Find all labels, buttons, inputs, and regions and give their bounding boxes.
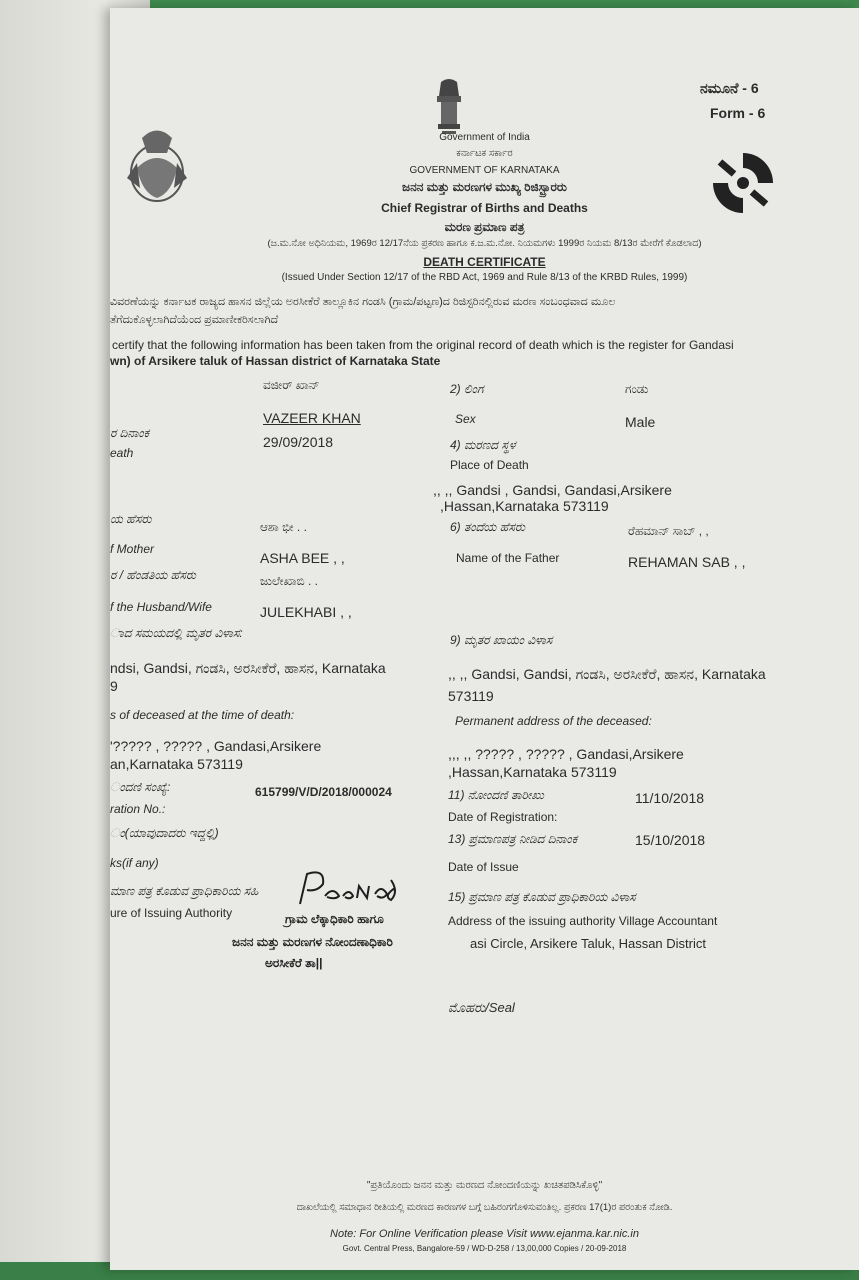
date-of-death-label-english: eath (110, 446, 134, 460)
father-name-english: REHAMAN SAB , , (628, 554, 746, 570)
mother-label-kannada: ಯ ಹೆಸರು (110, 512, 152, 526)
form-number-english: Form - 6 (710, 105, 766, 121)
authority-address-line-2: asi Circle, Arsikere Taluk, Hassan District (470, 936, 706, 951)
sex-label-kannada: 2) ಲಿಂಗ (450, 382, 484, 396)
sex-label-english: Sex (455, 412, 476, 426)
registration-number-label-english: ration No.: (110, 802, 166, 816)
permanent-address-label-kannada: 9) ಮೃತರ ಖಾಯಂ ವಿಳಾಸ (450, 633, 553, 647)
issue-date-label-english: Date of Issue (448, 860, 519, 874)
stamp-line-1: ಗ್ರಾಮ ಲೆಕ್ಕಾಧಿಕಾರಿ ಹಾಗೂ (285, 912, 384, 926)
address-at-death-line-4: an,Karnataka 573119 (110, 756, 243, 772)
mother-label-english: f Mother (110, 542, 155, 556)
place-of-death-label-english: Place of Death (450, 458, 529, 472)
spouse-label-kannada: ರ / ಹೆಂಡತಿಯ ಹೆಸರು (110, 568, 196, 582)
signature-label-kannada: ಮಾಣ ಪತ್ರ ಕೊಡುವ ಪ್ರಾಧಿಕಾರಿಯ ಸಹಿ (110, 884, 259, 898)
certificate-kannada-title: ಮರಣ ಪ್ರಮಾಣ ಪತ್ರ (444, 220, 525, 234)
permanent-address-line-1: ,, ,, Gandsi, Gandsi, ಗಂಡಸಿ, ಅರಸೀಕೆರೆ, ಹಾಸನ, Karnataka (448, 666, 766, 682)
date-of-death-label-kannada: ರ ದಿನಾಂಕ (110, 426, 150, 440)
footer-note-kannada: ದಾಖಲೆಯಲ್ಲಿ ಸಮಾಧಾನ ರೀತಿಯಲ್ಲಿ ಮರಣದ ಕಾರಣಗಳ ಬಗ್ಗೆ ಬಹಿರಂಗಗೊಳಿಸುವಂತಿಲ್ಲ. ಪ್ರಕರಣ 17(1)ರ ಪರಂತುಕ ನೋಡಿ. (296, 1202, 673, 1213)
remarks-label-kannada: ಂ(ಯಾವುದಾದರು ಇದ್ದಲ್ಲಿ) (110, 826, 219, 840)
govt-india-text: Government of India (439, 132, 530, 143)
registration-date-label-kannada: 11) ನೋಂದಣಿ ತಾರೀಖು (448, 788, 544, 802)
intro-kannada-line-1: ವಿವರಣೆಯನ್ನು ಕರ್ನಾಟಕ ರಾಜ್ಯದ ಹಾಸನ ಜಿಲ್ಲೆಯ ಅರಸೀಕೆರೆ ತಾಲ್ಲೂಕಿನ ಗಂಡಸಿ (ಗ್ರಾಮ/ಪಟ್ಟಣ)ದ ರಿಜಿಸ್ಟರಿನಲ್ಲಿರುವ ಮರಣ ಸಂಬಂಧವಾದ ಮೂಲ (110, 296, 616, 308)
authority-address-line-1: Address of the issuing authority Village Accountant (448, 914, 718, 928)
online-verification-note: Note: For Online Verification please Visit www.ejanma.kar.nic.in (330, 1228, 639, 1240)
permanent-address-label-english: Permanent address of the deceased: (455, 714, 652, 728)
karnataka-kannada-text: ಕರ್ನಾಟಕ ಸರ್ಕಾರ (456, 148, 513, 159)
place-of-death-line-1: ,, ,, Gandsi , Gandsi, Gandasi,Arsikere (433, 482, 672, 498)
address-at-death-line-3: '????? , ????? , Gandasi,Arsikere (110, 738, 322, 754)
place-of-death-label-kannada: 4) ಮರಣದ ಸ್ಥಳ (450, 438, 516, 452)
father-name-kannada: ರೆಹಮಾನ್ ಸಾಬ್ , , (628, 524, 709, 538)
sex-kannada: ಗಂಡು (625, 382, 649, 396)
name-english: VAZEER KHAN (263, 410, 361, 426)
address-at-death-line-2: 9 (110, 678, 118, 694)
certificate-english-title: DEATH CERTIFICATE (423, 255, 546, 269)
mother-name-english: ASHA BEE , , (260, 550, 345, 566)
stamp-line-3: ಅರಸೀಕೆರೆ ತಾ|| (265, 956, 323, 970)
press-line: Govt. Central Press, Bangalore-59 / WD-D-258 / 13,00,000 Copies / 20-09-2018 (342, 1244, 627, 1253)
registration-number: 615799/V/D/2018/000024 (255, 785, 392, 799)
spouse-name-english: JULEKHABI , , (260, 604, 352, 620)
registrar-kannada-text: ಜನನ ಮತ್ತು ಮರಣಗಳ ಮುಖ್ಯ ರಿಜಿಸ್ಟ್ರಾರರು (402, 180, 567, 194)
registrar-english-text: Chief Registrar of Births and Deaths (381, 201, 588, 215)
place-of-death-line-2: ,Hassan,Karnataka 573119 (440, 498, 609, 514)
spouse-label-english: f the Husband/Wife (110, 600, 212, 614)
signature-label-english: ure of Issuing Authority (110, 906, 233, 920)
footer-quote-kannada: "ಪ್ರತಿಯೊಂದು ಜನನ ಮತ್ತು ಮರಣದ ನೋಂದಣಿಯನ್ನು ಖಚಿತಪಡಿಸಿಕೊಳ್ಳಿ" (366, 1180, 603, 1191)
permanent-address-line-4: ,Hassan,Karnataka 573119 (448, 764, 617, 780)
permanent-address-line-2: 573119 (448, 688, 494, 704)
issue-date: 15/10/2018 (635, 832, 706, 848)
intro-kannada-line-2: ತೆಗೆದುಕೊಳ್ಳಲಾಗಿದೆಯೆಂದ ಪ್ರಮಾಣೀಕರಿಸಲಾಗಿದೆ (110, 314, 279, 326)
authority-address-label-kannada: 15) ಪ್ರಮಾಣ ಪತ್ರ ಕೊಡುವ ಪ್ರಾಧಿಕಾರಿಯ ವಿಳಾಸ (448, 890, 636, 904)
address-at-death-line-1: ndsi, Gandsi, ಗಂಡಸಿ, ಅರಸೀಕೆರೆ, ಹಾಸನ, Karnataka (110, 660, 386, 676)
mother-name-kannada: ಆಶಾ ಭೀ . . (260, 520, 307, 534)
issued-under-english: (Issued Under Section 12/17 of the RBD Act, 1969 and Rule 8/13 of the KRBD Rules, 1999) (281, 272, 688, 283)
stamp-line-2: ಜನನ ಮತ್ತು ಮರಣಗಳ ನೋಂದಣಾಧಿಕಾರಿ (232, 935, 393, 949)
govt-karnataka-text: GOVERNMENT OF KARNATAKA (409, 165, 560, 176)
remarks-label-english: ks(if any) (110, 856, 159, 870)
spouse-name-kannada: ಜುಲೇಖಾಬಿ . . (260, 574, 318, 588)
date-of-death: 29/09/2018 (263, 434, 334, 450)
permanent-address-line-3: ,,, ,, ????? , ????? , Gandasi,Arsikere (448, 746, 684, 762)
registration-number-label-kannada: ಂದಣಿ ಸಂಖ್ಯೆ: (110, 780, 171, 794)
form-number-kannada: ನಮೂನೆ - 6 (700, 80, 759, 96)
registration-date: 11/10/2018 (635, 790, 705, 806)
father-label-english: Name of the Father (456, 551, 560, 565)
issue-date-label-kannada: 13) ಪ್ರಮಾಣಪತ್ರ ನೀಡಿದ ದಿನಾಂಕ (448, 832, 578, 846)
issuing-authority-signature (295, 866, 405, 911)
national-emblem-icon (432, 78, 466, 140)
registration-date-label-english: Date of Registration: (448, 810, 558, 824)
name-kannada: ವಜೀರ್ ಖಾನ್ (263, 378, 320, 392)
death-certificate (110, 8, 859, 1270)
address-at-death-label-english: s of deceased at the time of death: (110, 708, 295, 722)
intro-english-line-2: wn) of Arsikere taluk of Hassan district of Karnataka State (110, 354, 441, 368)
sex-english: Male (625, 414, 656, 430)
father-label-kannada: 6) ತಂದೆಯ ಹೆಸರು (450, 520, 526, 534)
seal-label: ಮೊಹರು/Seal (448, 1000, 515, 1015)
intro-english-line-1: certify that the following information has been taken from the original record of death which is the register for Gandasi (112, 338, 734, 352)
address-at-death-label-kannada: ಾದ ಸಮಯದಲ್ಲಿ ಮೃತರ ವಿಳಾಸ: (110, 626, 243, 640)
issued-under-kannada: (ಜ.ಮ.ನೋ ಅಧಿನಿಯಮ, 1969ರ 12/17ನೆಯ ಪ್ರಕರಣ ಹಾಗೂ ಕ.ಜ.ಮ.ನೋ. ನಿಯಮಗಳು 1999ರ ನಿಯಮ 8/13ರ ಮೇರೆಗೆ ಕೊಡಲಾದ) (267, 238, 702, 249)
